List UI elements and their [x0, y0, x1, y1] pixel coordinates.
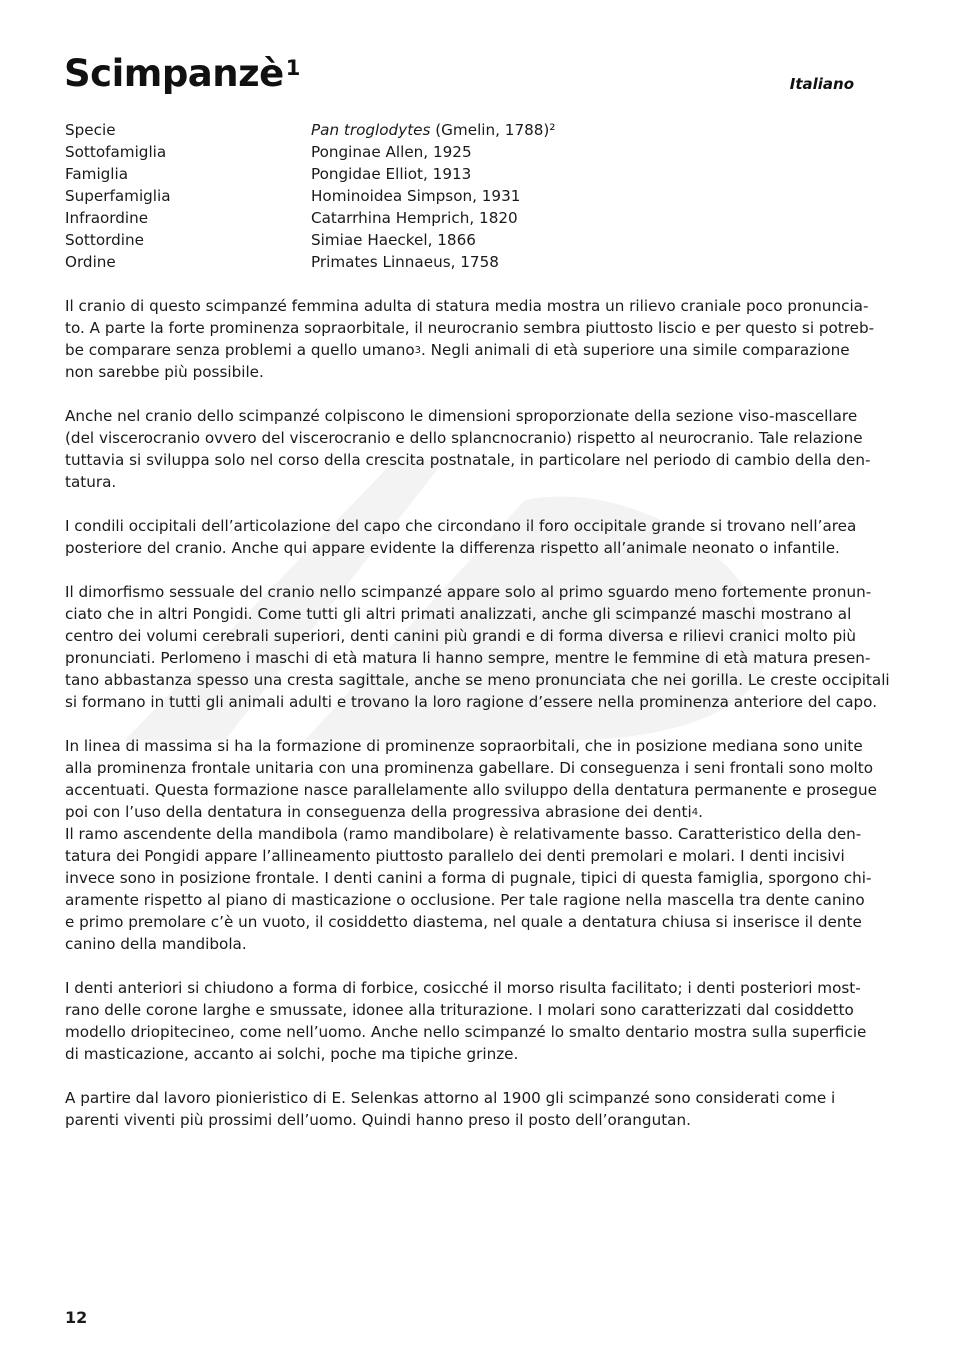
text-line: (del viscerocranio ovvero del viscerocranio e dello splancnocranio) rispetto al neurocranio. Tale relazione — [65, 429, 863, 447]
paragraph — [65, 295, 875, 383]
paragraph — [65, 581, 890, 713]
taxonomy-row — [65, 207, 555, 229]
text-line: aramente rispetto al piano di masticazione o occlusione. Per tale ragione nella mascella tra dente canino — [65, 891, 865, 909]
taxonomy-rank: Famiglia — [65, 165, 129, 183]
text-segment: poi con l’uso della dentatura in conseguenza della progressiva abrasione dei denti — [65, 803, 692, 821]
text-line: posteriore del cranio. Anche qui appare evidente la differenza rispetto all’animale neonato o infantile. — [65, 539, 840, 557]
text-line: parenti viventi più prossimi dell’uomo. Quindi hanno preso il posto dell’orangutan. — [65, 1111, 691, 1129]
text-line: si formano in tutti gli animali adulti e trovano la loro ragione d’essere nella prominenza anteriore del capo. — [65, 693, 878, 711]
taxonomy-row — [65, 141, 555, 163]
taxonomy-name — [311, 119, 555, 141]
text-line: Il ramo ascendente della mandibola (ramo mandibolare) è relativamente basso. Caratteristico della den- — [65, 825, 862, 843]
footnote-marker: 3 — [414, 345, 422, 356]
text-line: I denti anteriori si chiudono a forma di forbice, cosicché il morso risulta facilitato; i denti posteriori most- — [65, 979, 861, 997]
taxonomy-name: Catarrhina Hemprich, 1820 — [311, 209, 518, 227]
text-line — [65, 801, 860, 823]
taxonomy-row — [65, 251, 555, 273]
taxonomy-rank: Ordine — [65, 253, 116, 271]
text-line — [65, 339, 860, 361]
text-line: canino della mandibola. — [65, 935, 247, 953]
paragraph — [65, 823, 872, 955]
text-line: accentuati. Questa formazione nasce parallelamente allo sviluppo della dentatura permanente e prosegue — [65, 781, 877, 799]
taxonomy-name-author: (Gmelin, 1788)² — [430, 121, 556, 139]
paragraph — [65, 515, 860, 559]
paragraph — [65, 405, 871, 493]
taxonomy-rank: Sottofamiglia — [65, 143, 167, 161]
taxonomy-name-italic: Pan troglodytes — [311, 121, 431, 139]
paragraph — [65, 1087, 860, 1131]
text-line: invece sono in posizione frontale. I denti canini a forma di pugnale, tipici di questa famiglia, sporgono chi- — [65, 869, 872, 887]
taxonomy-row — [65, 229, 555, 251]
taxonomy-row — [65, 163, 555, 185]
taxonomy-rank: Specie — [65, 121, 116, 139]
text-line: ciato che in altri Pongidi. Come tutti gli altri primati analizzati, anche gli scimpanzé maschi mostrano al — [65, 605, 852, 623]
taxonomy-name: Simiae Haeckel, 1866 — [311, 231, 476, 249]
page-number: 12 — [65, 1308, 88, 1327]
paragraph — [65, 977, 867, 1065]
taxonomy-name: Ponginae Allen, 1925 — [311, 143, 472, 161]
taxonomy-row — [65, 119, 555, 141]
text-segment: . — [698, 803, 703, 821]
text-line: tatura. — [65, 473, 117, 491]
text-line: di masticazione, accanto ai solchi, poche ma tipiche grinze. — [65, 1045, 519, 1063]
title-footnote-marker: 1 — [285, 56, 300, 80]
text-line: I condili occipitali dell’articolazione del capo che circondano il foro occipitale grande si trovano nell’area — [65, 517, 857, 535]
text-line: Il cranio di questo scimpanzé femmina adulta di statura media mostra un rilievo craniale poco pronuncia- — [65, 297, 869, 315]
footnote-marker: 4 — [691, 807, 699, 818]
taxonomy-rank: Infraordine — [65, 209, 149, 227]
text-line: centro dei volumi cerebrali superiori, denti canini più grandi e di forma diversa e rilievi cranici molto più — [65, 627, 857, 645]
taxonomy-name: Hominoidea Simpson, 1931 — [311, 187, 521, 205]
text-line: tano abbastanza spesso una cresta sagittale, anche se meno pronunciata che nei gorilla. Le creste occipitali — [65, 671, 890, 689]
text-line: alla prominenza frontale unitaria con una prominenza gabellare. Di conseguenza i seni frontali sono molto — [65, 759, 874, 777]
taxonomy-row — [65, 185, 555, 207]
text-line: Anche nel cranio dello scimpanzé colpiscono le dimensioni sproporzionate della sezione viso-mascellare — [65, 407, 858, 425]
title-text: Scimpanzè — [64, 52, 284, 95]
text-line: rano delle corone larghe e smussate, idonee alla triturazione. I molari sono caratterizzati dal cosiddetto — [65, 1001, 854, 1019]
page-title — [64, 52, 300, 95]
taxonomy-name: Pongidae Elliot, 1913 — [311, 165, 472, 183]
body-text — [65, 295, 890, 1153]
text-line: Il dimorfismo sessuale del cranio nello scimpanzé appare solo al primo sguardo meno fortemente pronun- — [65, 583, 872, 601]
language-label: Italiano — [789, 75, 854, 93]
text-line: non sarebbe più possibile. — [65, 363, 264, 381]
text-line: A partire dal lavoro pionieristico di E. Selenkas attorno al 1900 gli scimpanzé sono considerati come i — [65, 1089, 836, 1107]
text-line: tuttavia si sviluppa solo nel corso della crescita postnatale, in particolare nel periodo di cambio della den- — [65, 451, 871, 469]
paragraph — [65, 735, 877, 823]
taxonomy-rank: Superfamiglia — [65, 187, 171, 205]
taxonomy-rank: Sottordine — [65, 231, 144, 249]
text-line: In linea di massima si ha la formazione di prominenze sopraorbitali, che in posizione mediana sono unite — [65, 737, 863, 755]
text-line: modello driopitecineo, come nell’uomo. Anche nello scimpanzé lo smalto dentario mostra sulla superficie — [65, 1023, 867, 1041]
text-line: pronunciati. Perlomeno i maschi di età matura li hanno sempre, mentre le femmine di età matura presen- — [65, 649, 871, 667]
text-segment: . Negli animali di età superiore una simile comparazione — [421, 341, 850, 359]
text-segment: be comparare senza problemi a quello umano — [65, 341, 415, 359]
text-line: tatura dei Pongidi appare l’allineamento piuttosto parallelo dei denti premolari e molari. I denti incisivi — [65, 847, 845, 865]
taxonomy-name: Primates Linnaeus, 1758 — [311, 253, 499, 271]
taxonomy-table — [65, 119, 555, 273]
text-line: to. A parte la forte prominenza sopraorbitale, il neurocranio sembra piuttosto liscio e per questo si potreb- — [65, 319, 875, 337]
text-line: e primo premolare c’è un vuoto, il cosiddetto diastema, nel quale a dentatura chiusa si inserisce il dente — [65, 913, 862, 931]
